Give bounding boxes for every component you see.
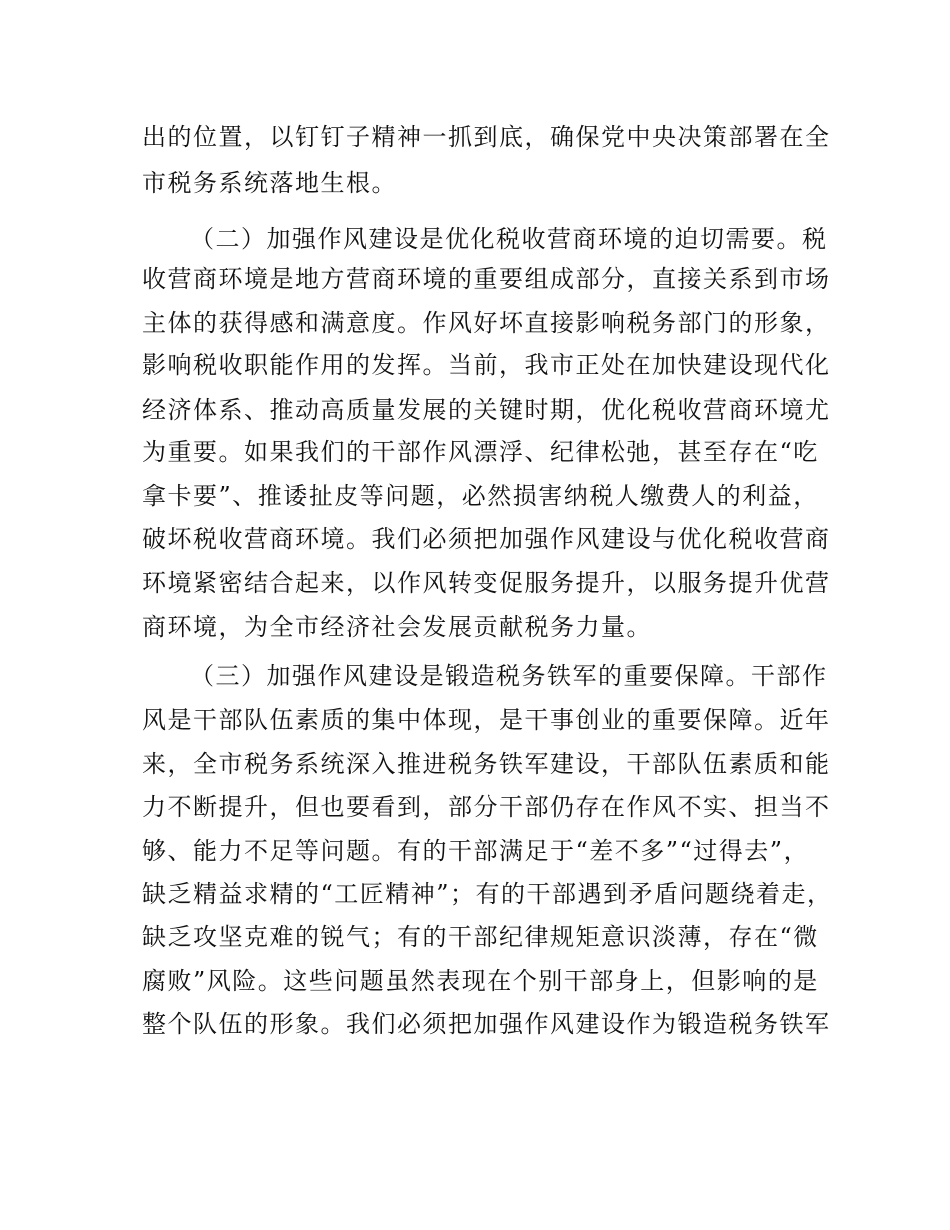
paragraph-line: 市税务系统落地生根。 [142, 169, 397, 197]
paragraph-line: （三）加强作风建设是锻造税务铁军的重要保障。干部作 [190, 662, 828, 690]
paragraph-line: （二）加强作风建设是优化税收营商环境的迫切需要。税 [190, 225, 828, 253]
paragraph-line: 收营商环境是地方营商环境的重要组成部分，直接关系到市场 [142, 265, 831, 293]
paragraph-line: 够、能力不足等问题。有的干部满足于“差不多”“过得去”， [142, 837, 810, 865]
paragraph-line: 出的位置，以钉钉子精神一抓到底，确保党中央决策部署在全 [142, 123, 831, 151]
paragraph-line: 整个队伍的形象。我们必须把加强作风建设作为锻造税务铁军 [142, 1010, 831, 1038]
paragraph-line: 经济体系、推动高质量发展的关键时期，优化税收营商环境尤 [142, 396, 831, 424]
paragraph-line: 力不断提升，但也要看到，部分干部仍存在作风不实、担当不 [142, 793, 831, 821]
paragraph-line: 风是干部队伍素质的集中体现，是干事创业的重要保障。近年 [142, 706, 831, 734]
paragraph-line: 环境紧密结合起来，以作风转变促服务提升，以服务提升优营 [142, 569, 831, 597]
paragraph-line: 影响税收职能作用的发挥。当前，我市正处在加快建设现代化 [142, 351, 831, 379]
paragraph-line: 破坏税收营商环境。我们必须把加强作风建设与优化税收营商 [142, 525, 831, 553]
paragraph-line: 主体的获得感和满意度。作风好坏直接影响税务部门的形象， [142, 309, 831, 337]
paragraph-line: 缺乏攻坚克难的锐气；有的干部纪律规矩意识淡薄，存在“微 [142, 923, 819, 951]
paragraph-line: 拿卡要”、推诿扯皮等问题，必然损害纳税人缴费人的利益， [142, 482, 819, 510]
paragraph-line: 为重要。如果我们的干部作风漂浮、纪律松弛，甚至存在“吃 [142, 438, 819, 466]
paragraph-line: 腐败”风险。这些问题虽然表现在个别干部身上，但影响的是 [142, 967, 819, 995]
paragraph-line: 缺乏精益求精的“工匠精神”；有的干部遇到矛盾问题绕着走， [142, 880, 833, 908]
paragraph-line: 来，全市税务系统深入推进税务铁军建设，干部队伍素质和能 [142, 750, 831, 778]
paragraph-line: 商环境，为全市经济社会发展贡献税务力量。 [142, 613, 652, 641]
